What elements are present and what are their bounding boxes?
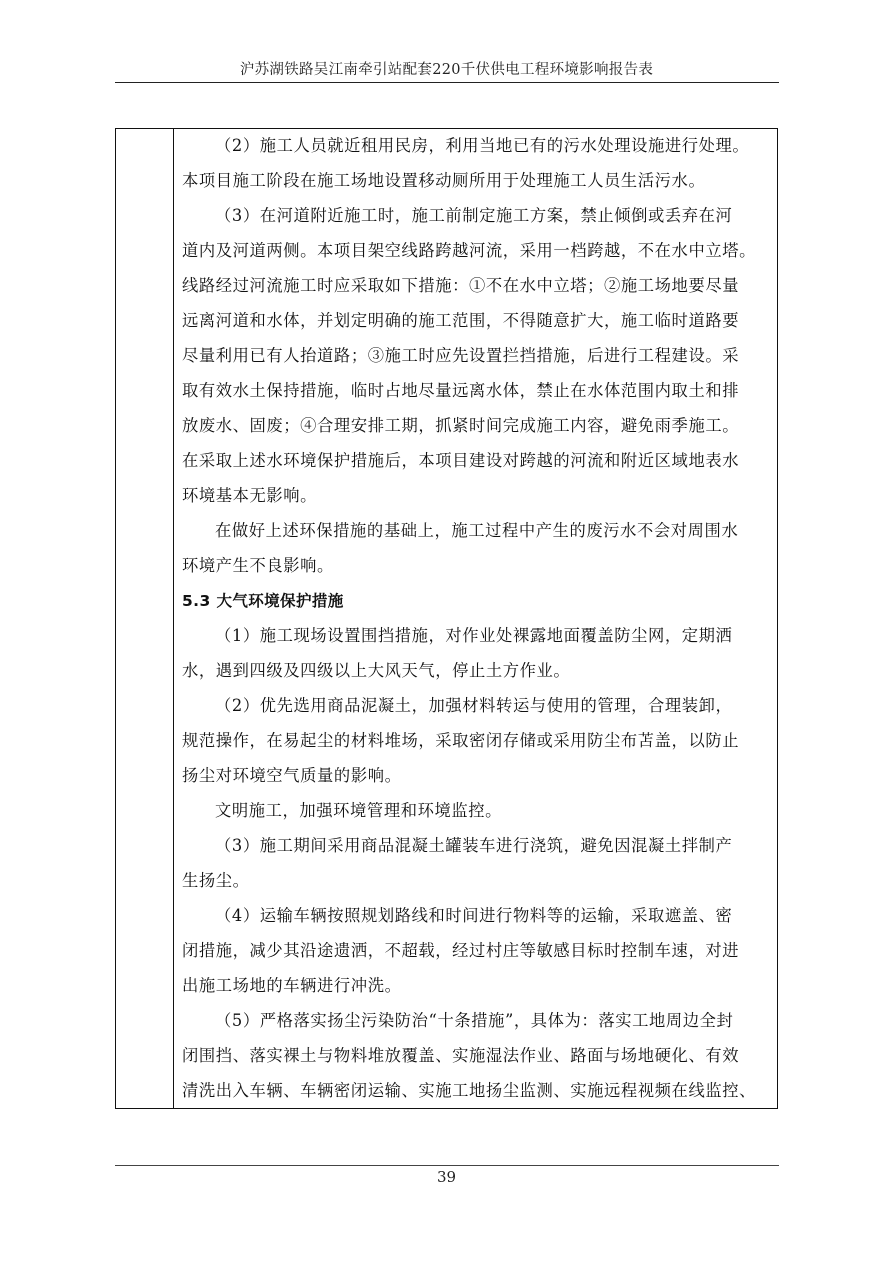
paragraph-line: 本项目施工阶段在施工场地设置移动厕所用于处理施工人员生活污水。 [182, 171, 706, 190]
paragraph-line: 闭措施，减少其沿途遗洒，不超载，经过村庄等敏感目标时控制车速，对进 [182, 941, 740, 960]
paragraph-line: 出施工场地的车辆进行冲洗。 [182, 976, 402, 995]
paragraph-line: 在做好上述环保措施的基础上，施工过程中产生的废污水不会对周围水 [215, 521, 739, 540]
paragraph-line: 道内及河道两侧。本项目架空线路跨越河流，采用一档跨越，不在水中立塔。 [182, 241, 756, 260]
paragraph-line: 水，遇到四级及四级以上大风天气，停止土方作业。 [182, 661, 571, 680]
paragraph-line: 文明施工，加强环境管理和环境监控。 [215, 801, 502, 820]
paragraph-line: 远离河道和水体，并划定明确的施工范围，不得随意扩大，施工临时道路要 [182, 311, 740, 330]
paragraph-line: （2）优先选用商品泥凝土，加强材料转运与使用的管理，合理装卸， [215, 696, 733, 715]
paragraph-line: 规范操作，在易起尘的材料堆场，采取密闭存储或采用防尘布苫盖，以防止 [182, 731, 740, 750]
paragraph-line: （1）施工现场设置围挡措施，对作业处裸露地面覆盖防尘网，定期洒 [215, 626, 733, 645]
paragraph-line: 环境基本无影响。 [182, 486, 318, 505]
paragraph-line: （5）严格落实扬尘污染防治“十条措施”，具体为：落实工地周边全封 [215, 1011, 734, 1030]
paragraph-line: （4）运输车辆按照规划路线和时间进行物料等的运输，采取遮盖、密 [215, 906, 733, 925]
header-title: 沪苏湖铁路吴江南牵引站配套220千伏供电工程环境影响报告表 [239, 62, 654, 78]
paragraph-line: （3）在河道附近施工时，施工前制定施工方案，禁止倾倒或丢弃在河 [215, 206, 733, 225]
paragraph-line: 取有效水土保持措施，临时占地尽量远离水体，禁止在水体范围内取土和排 [182, 381, 740, 400]
paragraph-line: 扬尘对环境空气质量的影响。 [182, 766, 402, 785]
paragraph-line: 生扬尘。 [182, 871, 250, 890]
footer-rule [115, 1165, 779, 1166]
content-table [115, 128, 778, 1109]
paragraph-line: （2）施工人员就近租用民房，利用当地已有的污水处理设施进行处理。 [215, 136, 750, 155]
table-left-column [116, 129, 174, 1108]
paragraph-line: 环境产生不良影响。 [182, 556, 334, 575]
section-heading: 5.3 大气环境保护措施 [182, 592, 344, 610]
page-number: 39 [436, 1168, 457, 1186]
paragraph-line: 放废水、固废；④合理安排工期，抓紧时间完成施工内容，避免雨季施工。 [182, 416, 740, 435]
paragraph-line: 清洗出入车辆、车辆密闭运输、实施工地扬尘监测、实施远程视频在线监控、 [182, 1081, 756, 1100]
paragraph-line: 闭围挡、落实裸土与物料堆放覆盖、实施湿法作业、路面与场地硬化、有效 [182, 1046, 740, 1065]
paragraph-line: 线路经过河流施工时应采取如下措施：①不在水中立塔；②施工场地要尽量 [182, 276, 740, 295]
header-rule [115, 82, 779, 83]
paragraph-line: 在采取上述水环境保护措施后，本项目建设对跨越的河流和附近区域地表水 [182, 451, 740, 470]
paragraph-line: （3）施工期间采用商品混凝土罐装车进行浇筑，避免因混凝土拌制产 [215, 836, 733, 855]
paragraph-line: 尽量利用已有人抬道路；③施工时应先设置拦挡措施，后进行工程建设。采 [182, 346, 740, 365]
